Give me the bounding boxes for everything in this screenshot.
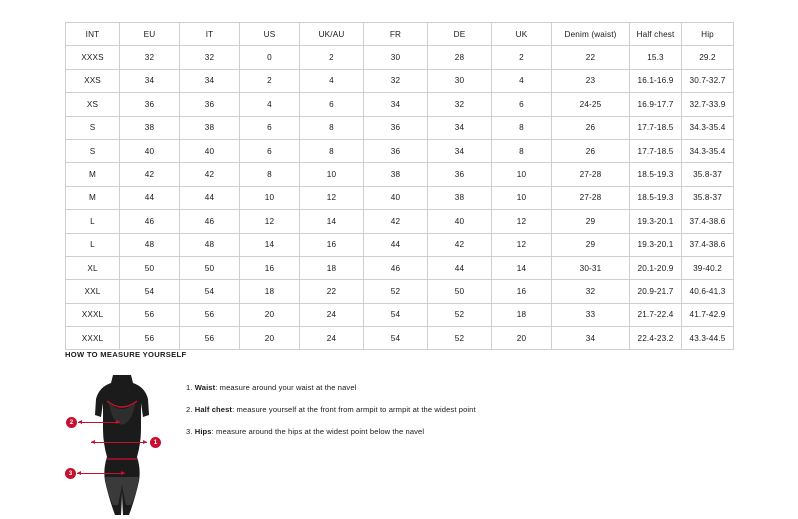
table-row	[66, 327, 734, 350]
cell-hip: 43.3-44.5	[682, 327, 734, 350]
cell-int: XXS	[66, 69, 120, 92]
cell-ukau: 16	[300, 233, 364, 256]
cell-denim-waist: 27-28	[552, 163, 630, 186]
cell-it: 32	[180, 46, 240, 69]
badge-2-half-chest: 2	[66, 417, 77, 428]
cell-fr: 44	[364, 233, 428, 256]
cell-ukau: 18	[300, 256, 364, 279]
cell-it: 36	[180, 93, 240, 116]
cell-eu: 42	[120, 163, 180, 186]
table-row	[66, 46, 734, 69]
how-to-measure-section	[65, 350, 733, 518]
cell-half-chest: 16.1-16.9	[630, 69, 682, 92]
size-chart-head	[66, 23, 734, 46]
column-header-eu: EU	[120, 23, 180, 46]
cell-fr: 36	[364, 139, 428, 162]
cell-fr: 54	[364, 327, 428, 350]
cell-int: S	[66, 139, 120, 162]
column-header-it: IT	[180, 23, 240, 46]
cell-half-chest: 19.3-20.1	[630, 210, 682, 233]
cell-ukau: 8	[300, 116, 364, 139]
cell-uk: 8	[492, 139, 552, 162]
cell-half-chest: 16.9-17.7	[630, 93, 682, 116]
cell-uk: 14	[492, 256, 552, 279]
table-header-row	[66, 23, 734, 46]
cell-ukau: 6	[300, 93, 364, 116]
cell-fr: 34	[364, 93, 428, 116]
cell-denim-waist: 24-25	[552, 93, 630, 116]
cell-denim-waist: 26	[552, 139, 630, 162]
cell-it: 38	[180, 116, 240, 139]
note-term: Waist	[194, 383, 216, 392]
cell-half-chest: 19.3-20.1	[630, 233, 682, 256]
cell-half-chest: 18.5-19.3	[630, 163, 682, 186]
cell-us: 10	[240, 186, 300, 209]
cell-ukau: 22	[300, 280, 364, 303]
measurement-note-waist	[186, 383, 476, 392]
cell-us: 2	[240, 69, 300, 92]
cell-de: 28	[428, 46, 492, 69]
cell-int: XXXL	[66, 303, 120, 326]
cell-eu: 56	[120, 327, 180, 350]
note-text: : measure yourself at the front from armpit to armpit at the widest point	[232, 405, 476, 415]
cell-it: 44	[180, 186, 240, 209]
cell-ukau: 12	[300, 186, 364, 209]
cell-int: S	[66, 116, 120, 139]
cell-hip: 30.7-32.7	[682, 69, 734, 92]
note-term: Hips	[194, 427, 212, 437]
note-number: 1.	[186, 383, 193, 392]
cell-denim-waist: 29	[552, 233, 630, 256]
column-header-us: US	[240, 23, 300, 46]
hips-measure-arrow	[77, 473, 125, 474]
cell-int: L	[66, 233, 120, 256]
cell-hip: 35.8-37	[682, 186, 734, 209]
cell-half-chest: 15.3	[630, 46, 682, 69]
cell-hip: 37.4-38.6	[682, 210, 734, 233]
cell-denim-waist: 32	[552, 280, 630, 303]
table-row	[66, 210, 734, 233]
cell-ukau: 24	[300, 327, 364, 350]
cell-it: 48	[180, 233, 240, 256]
cell-uk: 12	[492, 210, 552, 233]
cell-uk: 4	[492, 69, 552, 92]
cell-de: 52	[428, 303, 492, 326]
measurement-notes-list	[180, 373, 476, 449]
cell-ukau: 14	[300, 210, 364, 233]
cell-uk: 2	[492, 46, 552, 69]
table-row	[66, 93, 734, 116]
badge-1-waist: 1	[150, 437, 161, 448]
measurement-note-hips	[186, 427, 476, 436]
cell-de: 32	[428, 93, 492, 116]
cell-us: 18	[240, 280, 300, 303]
cell-int: XXL	[66, 280, 120, 303]
cell-fr: 54	[364, 303, 428, 326]
cell-half-chest: 17.7-18.5	[630, 116, 682, 139]
cell-it: 42	[180, 163, 240, 186]
cell-int: M	[66, 186, 120, 209]
mannequin-figure-icon	[83, 373, 161, 518]
cell-it: 56	[180, 327, 240, 350]
table-row	[66, 139, 734, 162]
half-chest-measure-arrow	[78, 422, 120, 423]
badge-3-hips: 3	[65, 468, 76, 479]
cell-denim-waist: 22	[552, 46, 630, 69]
note-number: 3.	[186, 427, 193, 437]
cell-eu: 40	[120, 139, 180, 162]
cell-half-chest: 22.4-23.2	[630, 327, 682, 350]
cell-ukau: 4	[300, 69, 364, 92]
table-row	[66, 186, 734, 209]
cell-eu: 34	[120, 69, 180, 92]
cell-uk: 16	[492, 280, 552, 303]
cell-half-chest: 18.5-19.3	[630, 186, 682, 209]
cell-eu: 32	[120, 46, 180, 69]
cell-ukau: 24	[300, 303, 364, 326]
cell-hip: 39-40.2	[682, 256, 734, 279]
cell-half-chest: 20.9-21.7	[630, 280, 682, 303]
how-to-measure-body	[65, 373, 733, 518]
cell-us: 14	[240, 233, 300, 256]
table-row	[66, 69, 734, 92]
cell-int: XXXL	[66, 327, 120, 350]
cell-us: 20	[240, 303, 300, 326]
cell-uk: 10	[492, 186, 552, 209]
cell-de: 30	[428, 69, 492, 92]
cell-fr: 38	[364, 163, 428, 186]
cell-it: 56	[180, 303, 240, 326]
cell-int: M	[66, 163, 120, 186]
cell-de: 44	[428, 256, 492, 279]
cell-fr: 32	[364, 69, 428, 92]
cell-hip: 35.8-37	[682, 163, 734, 186]
cell-int: XL	[66, 256, 120, 279]
cell-fr: 36	[364, 116, 428, 139]
size-chart-table	[65, 22, 734, 350]
cell-eu: 38	[120, 116, 180, 139]
cell-it: 46	[180, 210, 240, 233]
cell-hip: 29.2	[682, 46, 734, 69]
column-header-de: DE	[428, 23, 492, 46]
cell-int: L	[66, 210, 120, 233]
cell-denim-waist: 23	[552, 69, 630, 92]
note-number: 2.	[186, 405, 193, 415]
column-header-int: INT	[66, 23, 120, 46]
cell-denim-waist: 34	[552, 327, 630, 350]
cell-denim-waist: 30-31	[552, 256, 630, 279]
cell-denim-waist: 33	[552, 303, 630, 326]
cell-us: 8	[240, 163, 300, 186]
cell-hip: 41.7-42.9	[682, 303, 734, 326]
note-text: : measure around your waist at the navel	[215, 383, 357, 392]
column-header-uk: UK	[492, 23, 552, 46]
cell-hip: 37.4-38.6	[682, 233, 734, 256]
size-chart-body	[66, 46, 734, 350]
cell-eu: 44	[120, 186, 180, 209]
cell-de: 42	[428, 233, 492, 256]
cell-uk: 10	[492, 163, 552, 186]
cell-int: XS	[66, 93, 120, 116]
cell-hip: 34.3-35.4	[682, 116, 734, 139]
cell-eu: 50	[120, 256, 180, 279]
cell-us: 6	[240, 139, 300, 162]
cell-it: 50	[180, 256, 240, 279]
cell-eu: 48	[120, 233, 180, 256]
cell-de: 40	[428, 210, 492, 233]
column-header-denim-waist: Denim (waist)	[552, 23, 630, 46]
cell-de: 34	[428, 116, 492, 139]
cell-de: 34	[428, 139, 492, 162]
column-header-fr: FR	[364, 23, 428, 46]
cell-uk: 20	[492, 327, 552, 350]
cell-half-chest: 20.1-20.9	[630, 256, 682, 279]
table-row	[66, 116, 734, 139]
mannequin-figure-container	[65, 373, 180, 518]
waist-measure-arrow	[91, 442, 147, 443]
cell-uk: 8	[492, 116, 552, 139]
cell-denim-waist: 26	[552, 116, 630, 139]
cell-ukau: 2	[300, 46, 364, 69]
cell-us: 6	[240, 116, 300, 139]
cell-hip: 32.7-33.9	[682, 93, 734, 116]
note-text: : measure around the hips at the widest point below the navel	[211, 427, 425, 437]
table-row	[66, 233, 734, 256]
cell-half-chest: 17.7-18.5	[630, 139, 682, 162]
cell-uk: 12	[492, 233, 552, 256]
size-chart-container	[65, 22, 733, 350]
cell-it: 54	[180, 280, 240, 303]
cell-fr: 42	[364, 210, 428, 233]
cell-ukau: 10	[300, 163, 364, 186]
cell-us: 20	[240, 327, 300, 350]
cell-denim-waist: 27-28	[552, 186, 630, 209]
column-header-half-chest: Half chest	[630, 23, 682, 46]
cell-fr: 52	[364, 280, 428, 303]
cell-int: XXXS	[66, 46, 120, 69]
cell-de: 38	[428, 186, 492, 209]
column-header-hip: Hip	[682, 23, 734, 46]
cell-eu: 56	[120, 303, 180, 326]
cell-uk: 6	[492, 93, 552, 116]
cell-de: 52	[428, 327, 492, 350]
table-row	[66, 280, 734, 303]
cell-fr: 40	[364, 186, 428, 209]
column-header-ukau: UK/AU	[300, 23, 364, 46]
cell-uk: 18	[492, 303, 552, 326]
cell-de: 50	[428, 280, 492, 303]
cell-hip: 40.6-41.3	[682, 280, 734, 303]
how-to-measure-title: HOW TO MEASURE YOURSELF	[65, 350, 187, 359]
cell-us: 16	[240, 256, 300, 279]
cell-us: 0	[240, 46, 300, 69]
cell-fr: 46	[364, 256, 428, 279]
note-term: Half chest	[194, 405, 233, 415]
cell-de: 36	[428, 163, 492, 186]
cell-eu: 46	[120, 210, 180, 233]
table-row	[66, 303, 734, 326]
cell-eu: 36	[120, 93, 180, 116]
cell-denim-waist: 29	[552, 210, 630, 233]
measurement-note-half-chest	[186, 405, 476, 414]
table-row	[66, 256, 734, 279]
cell-it: 40	[180, 139, 240, 162]
cell-us: 4	[240, 93, 300, 116]
cell-ukau: 8	[300, 139, 364, 162]
cell-half-chest: 21.7-22.4	[630, 303, 682, 326]
table-row	[66, 163, 734, 186]
cell-us: 12	[240, 210, 300, 233]
cell-fr: 30	[364, 46, 428, 69]
cell-eu: 54	[120, 280, 180, 303]
cell-hip: 34.3-35.4	[682, 139, 734, 162]
cell-it: 34	[180, 69, 240, 92]
